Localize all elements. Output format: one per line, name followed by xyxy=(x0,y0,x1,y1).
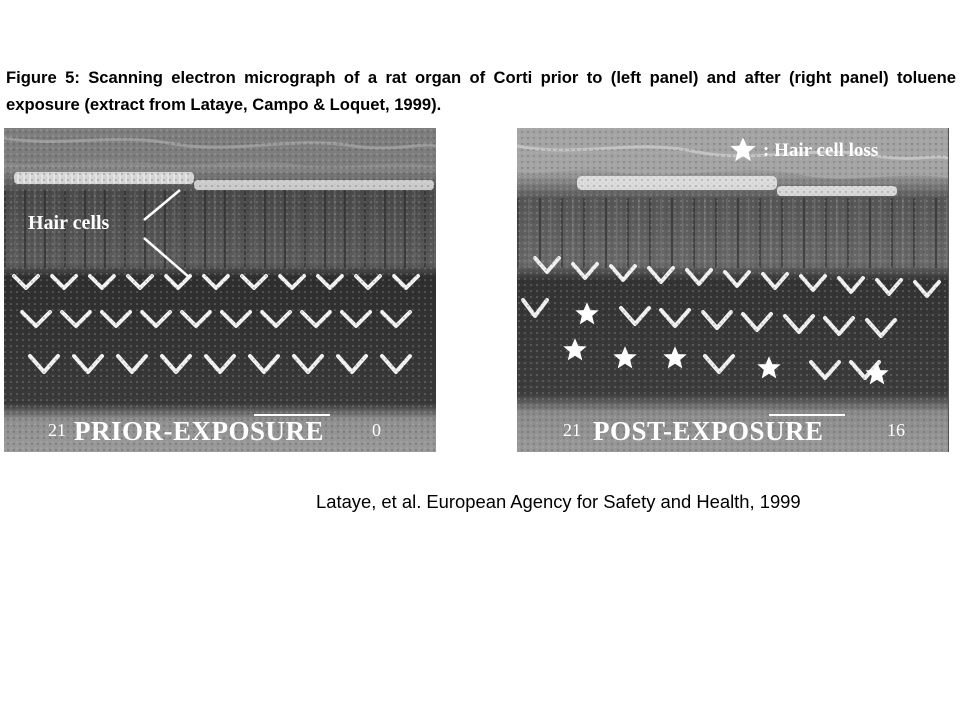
prior-exposure-label: PRIOR-EXPOSURE xyxy=(74,416,325,446)
post-scale-right: 16 xyxy=(887,420,905,440)
post-exposure-label: POST-EXPOSURE xyxy=(593,416,824,446)
micrograph-prior-image xyxy=(4,128,436,452)
prior-scale-left: 21 xyxy=(48,420,66,440)
micrograph-prior-exposure xyxy=(4,128,436,452)
post-scale-left: 21 xyxy=(563,420,581,440)
image-credit: Lataye, et al. European Agency for Safety and Health, 1999 xyxy=(316,491,801,512)
hair-cell-loss-legend: : Hair cell loss xyxy=(763,140,879,161)
prior-scale-right: 0 xyxy=(372,420,381,440)
figure-caption xyxy=(6,64,956,118)
figure-label: Figure 5 xyxy=(6,68,75,87)
micrograph-post-exposure xyxy=(517,128,949,452)
micrograph-post-image xyxy=(517,128,948,452)
hair-cells-annotation: Hair cells xyxy=(28,212,110,234)
figure-caption-text: : Scanning electron micrograph of a rat organ of Corti prior to (left panel) and after (right panel) toluene exposure (extract from Lataye, Campo & Loquet, 1999). xyxy=(6,68,956,114)
